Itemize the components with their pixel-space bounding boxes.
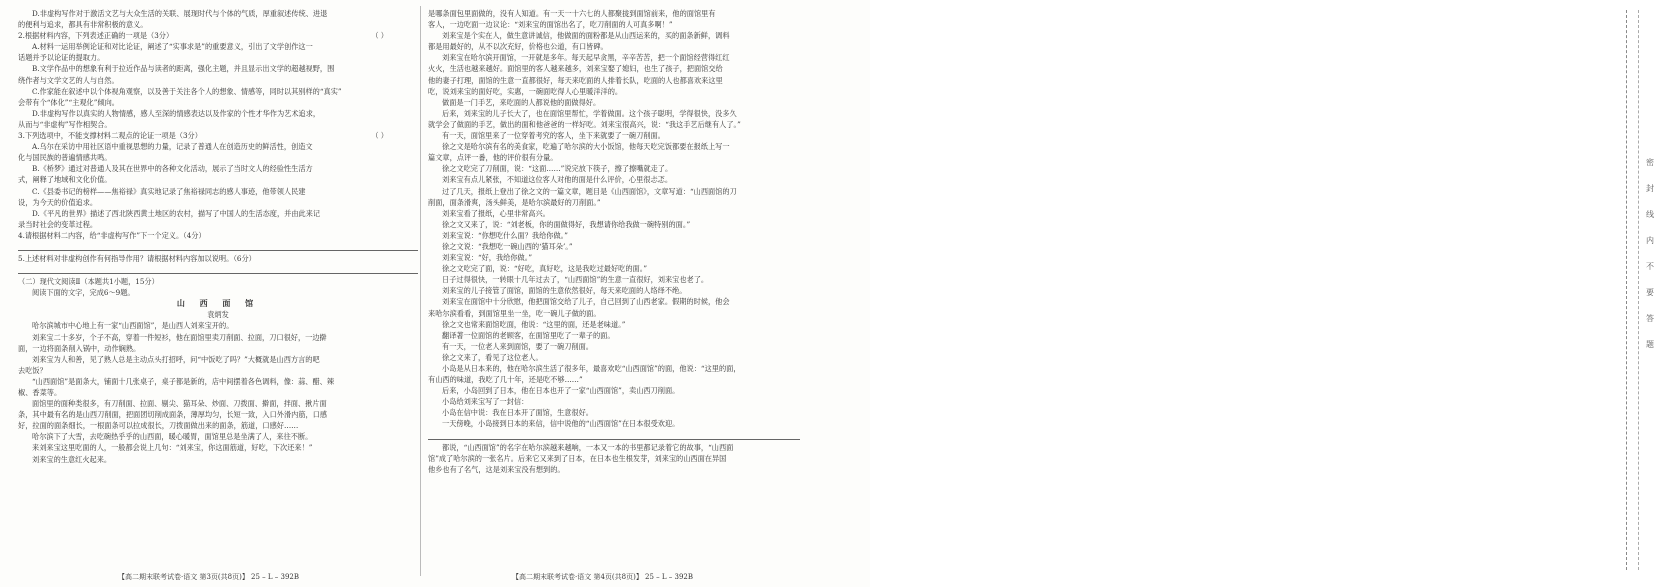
text-line: [428, 453, 800, 464]
text-line: [428, 464, 800, 475]
text-line: [18, 332, 418, 343]
text-line: [18, 276, 418, 287]
text-line: [18, 398, 418, 409]
answer-bracket: （ ）: [371, 131, 388, 141]
text-line-content: 过了几天，报纸上登出了徐之文的一篇文章，题目是《山西面馆》，文章写道：“山西面馆的刀: [442, 186, 737, 196]
text-line-content: 3.下列选项中，不能支撑材料二观点的论证一项是（3分）: [18, 131, 202, 141]
right-page-column: [428, 8, 800, 475]
text-line-content: 椒、香菜等。: [18, 388, 62, 397]
text-line-content: 刘来宝二十多岁，个子不高，穿着一件短衫，他在面馆里卖刀削面、拉面，刀口很好，一边擀: [32, 332, 327, 342]
text-line-content: 徐之文吃完了刀削面，说：“这面……”说完放下筷子，擦了擦嘴就走了。: [442, 164, 673, 174]
text-line: [18, 163, 418, 174]
text-line-content: 篇文章，点评一番，他的评价很有分量。: [428, 153, 558, 163]
text-line: [428, 396, 800, 407]
text-line-content: 徐之文也常来面馆吃面，他说：“这里的面，还是老味道。”: [442, 319, 626, 329]
text-line: [428, 219, 800, 230]
footer-left: 【高二期末联考试卷·语文 第3页(共8页)】 25 – L – 392B: [118, 573, 300, 581]
text-line: [428, 385, 800, 396]
footer-right: 【高二期末联考试卷·语文 第4页(共8页)】 25 – L – 392B: [512, 573, 694, 581]
text-line: [428, 119, 800, 130]
text-line-content: 设，为今天的价值追求。: [18, 197, 98, 207]
text-line: [18, 343, 418, 354]
text-line: [428, 296, 800, 307]
binding-margin: [806, 0, 1654, 587]
text-line-content: 刘来宝在哈尔滨开面馆，一开就是多年。每天起早贪黑，辛辛苦苦，把一个面馆经营得红红: [442, 53, 730, 63]
text-line-content: 就学会了做面的手艺，做出的面和他爸爸的一样好吃。刘来宝很高兴，说：“我这手艺后继有人了。”: [428, 119, 741, 129]
binding-dashed-line: [1626, 10, 1627, 570]
answer-line: [18, 265, 418, 274]
text-line: [428, 263, 800, 274]
binding-char: 密: [1646, 158, 1654, 167]
text-line: [18, 365, 418, 376]
text-line: [428, 163, 800, 174]
text-line: [428, 186, 800, 197]
text-line-content: 刘来宝说：“好，我给你做。”: [442, 253, 533, 263]
text-line: [18, 387, 418, 398]
text-line: [428, 19, 800, 30]
text-line-content: 做面是一门手艺，来吃面的人都说他的面做得好。: [442, 97, 601, 107]
text-line: [18, 152, 418, 163]
text-line: [18, 320, 418, 331]
text-line-content: 馆”成了哈尔滨的一张名片。后来它又来到了日本，在日本也生根发芽，刘来宝的山西面在异国: [428, 453, 727, 463]
text-line: [18, 97, 418, 108]
text-line: [428, 285, 800, 296]
text-line-content: 徐之文是哈尔滨有名的美食家，吃遍了哈尔滨的大小饭馆，他每天吃完饭都要在报纸上写一: [442, 142, 730, 152]
text-line: [18, 409, 418, 420]
text-line: [428, 41, 800, 52]
text-line-content: A.乌尔在采访中用社区语中重视思想的力量，记录了普通人在创造历史的鲜活性，创造文: [32, 142, 313, 152]
text-line-content: 的便利与追求，都具有非常积极的意义。: [18, 20, 148, 30]
text-line-content: D.《平凡的世界》描述了西北陕西黄土地区的农村，描写了中国人的生活态度，并由此来记: [32, 208, 321, 218]
text-line: [428, 418, 800, 429]
text-line-content: 火火，生活也越来越好。面馆里的客人越来越多，刘来宝娶了媳妇，也生了孩子，把面馆交给: [428, 64, 723, 74]
text-line-content: （二）现代文阅读Ⅱ（本题共1小题，15分）: [18, 277, 159, 287]
text-line-content: B.文学作品中的想象有利于拉近作品与读者的距离，强化主题，并且显示出文学的超越视野，围: [32, 64, 335, 74]
text-line: [18, 75, 418, 86]
text-line-content: 5.上述材料对非虚构创作有何指导作用？请根据材料内容加以说明。（6分）: [18, 253, 256, 263]
text-line: [18, 41, 418, 52]
text-line-content: 式，阐释了地域和文化价值。: [18, 175, 112, 185]
text-line-content: 刘来宝的儿子接管了面馆，面馆的生意依然很好，每天来吃面的人络绎不绝。: [442, 286, 687, 296]
text-line: [428, 174, 800, 185]
text-line: [428, 274, 800, 285]
text-line-content: 刘来宝为人和善，见了熟人总是主动点头打招呼，问“中饭吃了吗？”大概就是山西方言的吧: [32, 354, 320, 364]
text-line-content: 好，拉面的面条细长，一根面条可以拉成很长，刀拨面做出来的面条，筋道，口感好……: [18, 421, 299, 431]
text-line: [18, 108, 418, 119]
binding-dashed-line-inner: [1638, 10, 1639, 570]
text-line: [428, 442, 800, 453]
text-line: [428, 141, 800, 152]
text-line: [428, 8, 800, 19]
text-line: [18, 431, 418, 442]
binding-char: 要: [1646, 288, 1654, 297]
text-line-content: 小岛是从日本来的，他在哈尔滨生活了很多年，最喜欢吃“山西面馆”的面，他说：“这里的面，: [442, 364, 741, 373]
text-line: [428, 108, 800, 119]
answer-bracket: （ ）: [371, 31, 388, 41]
text-line-content: 翻译著一位面馆的老顾客，在面馆里吃了一辈子的面。: [442, 330, 615, 340]
text-line-content: 4.请根据材料二内容，给“非虚构写作”下一个定义。（4分）: [18, 230, 206, 240]
binding-char: 线: [1646, 210, 1654, 219]
text-line-content: D.非虚构写作以真实的人物情感，感人至深的情感表达以及作家的个性才华作为艺术追求，: [32, 108, 321, 118]
text-line: [428, 52, 800, 63]
text-line-content: 小岛给刘来宝写了一封信：: [442, 397, 529, 407]
text-line: [428, 330, 800, 341]
text-line: [18, 52, 418, 63]
text-line-content: 阅读下面的文字，完成6～9题。: [32, 288, 135, 298]
text-line: [18, 19, 418, 30]
binding-warning-text: [1644, 150, 1656, 358]
text-line: [428, 341, 800, 352]
text-line-content: 录当时社会的变革过程。: [18, 219, 98, 229]
text-line: [18, 309, 418, 320]
text-line-content: 徐之文说：“我想吃一碗山西的‘猫耳朵’。”: [442, 241, 573, 251]
text-line-content: 是哪条面包里面做的，没有人知道。有一天一十六七的人都聚拢到面馆前来，他的面馆里有: [428, 9, 716, 18]
text-line-content: 去吃饭？: [18, 365, 47, 375]
text-line: [18, 454, 418, 465]
text-line-content: 日子过得很快，一转眼十几年过去了，“山西面馆”的生意一直很好，刘来宝也老了。: [442, 275, 709, 285]
text-line: [18, 208, 418, 219]
text-line-content: 绕作者与文学文艺的人与自然。: [18, 75, 119, 85]
text-line-content: B.《桥梦》通过对普通人及其在世界中的各种文化活动，展示了当时文人的经验性生活方: [32, 164, 313, 174]
text-line-content: “山西面馆”是面条大，铺面十几张桌子，桌子都是新的，店中间摆着各色调料，像：蒜、醋、辣: [32, 376, 335, 386]
text-line-content: 他乡也有了名气，这是刘来宝没有想到的。: [428, 464, 565, 474]
text-line: [18, 63, 418, 74]
text-line-content: 徐之文来了，看见了这位老人。: [442, 352, 543, 362]
text-line: [428, 308, 800, 319]
text-line-content: 条，其中最有名的是山西刀削面，把面团切削成面条，薄厚均匀，长短一致，入口外滑内筋，口感: [18, 410, 328, 420]
text-line: [18, 442, 418, 453]
text-line: [428, 30, 800, 41]
text-line-content: C.《县委书记的榜样——焦裕禄》真实地记录了焦裕禄同志的感人事迹，他带领人民建: [32, 186, 306, 196]
text-line-content: 客人，一边吃面一边议论：“刘来宝的面馆出名了，吃刀削面的人可真多啊！”: [428, 20, 673, 30]
text-line: [18, 86, 418, 97]
text-line-content: 徐之文又来了，说：“刘老板，你的面做得好，我想请你给我做一碗特别的面。”: [442, 219, 691, 229]
text-line: [428, 374, 800, 385]
text-line: [428, 197, 800, 208]
text-line-content: 小岛在信中说：我在日本开了面馆，生意很好。: [442, 408, 593, 418]
text-line: [18, 174, 418, 185]
page-divider: [420, 6, 421, 576]
left-page-column: [18, 8, 418, 465]
text-line: [428, 208, 800, 219]
text-line-content: 后来，小岛回到了日本，他在日本也开了一家“山西面馆”，卖山西刀削面。: [442, 386, 680, 396]
text-line-content: 会带有个“体化”“主观化”倾向。: [18, 97, 119, 107]
text-line-content: 都是用最好的，从不以次充好，价格也公道，有口皆碑。: [428, 42, 608, 52]
text-line: [428, 241, 800, 252]
text-line-content: D.非虚构写作对于激活文艺与大众生活的关联、展现时代与个体的气质，厚重叙述传统、进退: [32, 9, 328, 18]
text-line-content: 有一天，一位老人来到面馆，要了一碗刀削面。: [442, 341, 593, 351]
text-line-content: 面馆里的面种类很多，有刀削面、拉面、剔尖、猫耳朵、炒面、刀拨面、擀面，拌面、揪片面: [32, 399, 327, 409]
text-line-content: 话题并予以论证的提取力。: [18, 53, 105, 63]
text-line-content: 他的妻子打理，面馆的生意一直都很好，每天来吃面的人排着长队，吃面的人也都喜欢来这里: [428, 75, 723, 85]
answer-line: [18, 242, 418, 251]
text-line-content: 刘来宝的生意红火起来。: [32, 454, 112, 464]
text-line-content: 有一天，面馆里来了一位穿着考究的客人，坐下来就要了一碗刀削面。: [442, 131, 665, 141]
text-line-content: 刘来宝有点儿紧张，不知道这位客人对他的面是什么评价，心里很忐忑。: [442, 175, 673, 185]
text-line: [18, 119, 418, 130]
text-line-content: 都说，“山西面馆”的名字在哈尔滨越来越响，一本又一本的书里都记录着它的故事，“山西面: [442, 442, 734, 452]
text-line: [428, 63, 800, 74]
text-line-content: 有山西的味道，我吃了几十年，还是吃不够……”: [428, 375, 583, 385]
text-line-content: 刘来宝看了报纸，心里非常高兴。: [442, 208, 550, 218]
binding-char: 题: [1646, 340, 1654, 349]
text-line: [428, 230, 800, 241]
text-line: [18, 141, 418, 152]
text-line: [428, 319, 800, 330]
text-line-content: 哈尔滨下了大雪，去吃碗热乎乎的山西面，暖心暖胃，面馆里总是坐满了人，来往不断。: [32, 432, 313, 442]
text-line-content: 来刘来宝这里吃面的人，一般都会说上几句：“刘来宝，你这面筋道，好吃，下次还来！”: [32, 443, 313, 453]
text-line: [428, 152, 800, 163]
text-line: [428, 75, 800, 86]
text-line: [18, 219, 418, 230]
text-line: [428, 407, 800, 418]
text-line-content: 来哈尔滨看看，到面馆里坐一坐，吃一碗儿子做的面。: [428, 308, 601, 318]
text-line-content: 2.根据材料内容，下列表述正确的一项是（3分）: [18, 31, 174, 41]
text-line: [18, 8, 418, 19]
text-line-content: 刘来宝是个实在人，做生意讲诚信，他做面的面粉都是从山西运来的，买的面条新鲜，调料: [442, 31, 730, 41]
text-line-content: 一天傍晚，小岛接到日本的来信，信中说他的“山西面馆”在日本很受欢迎。: [442, 419, 680, 429]
text-line-content: 从而与“非虚构”写作相契合。: [18, 119, 112, 129]
text-line: [428, 97, 800, 108]
answer-line: [428, 431, 800, 440]
text-line-content: 山 西 面 馆: [176, 298, 260, 309]
text-line: [18, 186, 418, 197]
text-line: [428, 130, 800, 141]
text-line: [18, 30, 418, 41]
text-line: [428, 252, 800, 263]
text-line-content: 化与国民族的普遍情感共鸣。: [18, 153, 112, 163]
binding-char: 内: [1646, 236, 1654, 245]
text-line-content: 哈尔滨城市中心地上有一家“山西面馆”，是山西人刘来宝开的。: [32, 321, 234, 331]
text-line-content: 面，一边将面条削入锅中，动作娴熟。: [18, 343, 141, 353]
text-line: [18, 376, 418, 387]
text-line-content: 刘来宝说：“你想吃什么面？我给你做。”: [442, 230, 568, 240]
text-line: [18, 253, 418, 264]
text-line: [18, 230, 418, 241]
text-line: [428, 352, 800, 363]
binding-char: 答: [1646, 314, 1654, 323]
text-line: [18, 130, 418, 141]
text-line-content: C.作家能在叙述中以个体视角观察，以及善于关注各个人的想象、情感等，同时以其别样的“真实”: [32, 86, 342, 96]
text-line-content: 徐之文吃完了面，说：“好吃，真好吃，这是我吃过最好吃的面。”: [442, 264, 648, 274]
text-line: [18, 287, 418, 298]
text-line-content: A.材料一运用举例论证和对比论证，阐述了“实事求是”的重要意义，引出了文学创作这一: [32, 42, 313, 52]
text-line-content: 袁炳发: [207, 310, 229, 320]
binding-char: 封: [1646, 184, 1654, 193]
text-line-content: 刘来宝在面馆中十分欣慰，他把面馆交给了儿子，自己回到了山西老家。假期的时候，他会: [442, 297, 730, 307]
text-line: [428, 86, 800, 97]
text-line: [18, 420, 418, 431]
article-title: [18, 298, 418, 309]
text-line-content: 吃，说刘来宝的面好吃，实惠，一碗面吃得人心里暖洋洋的。: [428, 86, 623, 96]
text-line-content: 削面，面条滑爽，汤头鲜美，是哈尔滨最好的刀削面。”: [428, 197, 601, 207]
binding-char: 不: [1646, 262, 1654, 271]
text-line: [18, 354, 418, 365]
text-line-content: 后来，刘来宝的儿子长大了，也在面馆里帮忙，学着做面。这个孩子聪明，学得很快，没多久: [442, 108, 737, 118]
text-line: [428, 363, 800, 374]
text-line: [18, 197, 418, 208]
